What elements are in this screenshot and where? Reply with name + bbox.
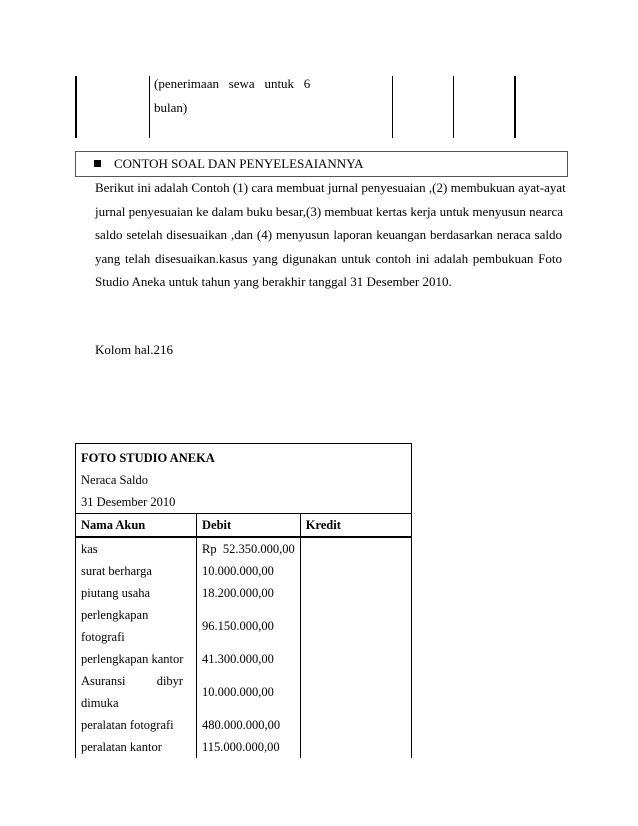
- table-row: [76, 714, 412, 736]
- paragraph-line: yang telah disesuaikan.kasus yang digunakan untuk contoh ini adalah pembukuan Foto: [95, 250, 562, 266]
- table-row: [76, 736, 412, 758]
- account-name-line: peralatan fotografi: [81, 718, 174, 732]
- company-name: FOTO STUDIO ANEKA: [76, 444, 412, 470]
- account-name-line: piutang usaha: [81, 586, 151, 600]
- table-row: [76, 560, 412, 582]
- paragraph-line: jurnal penyesuaian ke dalam buku besar,(3) membuat kertas kerja untuk menyusun nearca: [95, 203, 564, 219]
- account-name: [76, 582, 197, 604]
- account-name-line: peralatan kantor: [81, 740, 162, 754]
- column-header-credit: Kredit: [300, 514, 411, 538]
- credit-value: [300, 648, 411, 670]
- account-name: [76, 648, 197, 670]
- debit-value: 10.000.000,00: [197, 560, 301, 582]
- report-date: 31 Desember 2010: [76, 491, 412, 514]
- table-rule: [149, 76, 150, 138]
- paragraph-line: Berikut ini adalah Contoh (1) cara membuat jurnal penyesuaian ,(2) membukuan ayat-ayat: [95, 180, 566, 195]
- account-name: [76, 714, 197, 736]
- account-name-line: dimuka: [81, 696, 119, 710]
- account-name: [76, 736, 197, 758]
- paragraph-line: saldo setelah disesuaikan ,dan (4) menyusun laporan keuangan berdasarkan neraca saldo: [95, 227, 562, 242]
- credit-value: [300, 670, 411, 714]
- neraca-saldo-table: [75, 443, 412, 758]
- debit-value: 10.000.000,00: [197, 670, 301, 714]
- table-rule: [514, 76, 516, 138]
- section-heading: CONTOH SOAL DAN PENYELESAIANNYA: [114, 156, 364, 171]
- account-name-line: kas: [81, 542, 98, 556]
- table-row: [76, 604, 412, 648]
- credit-value: [300, 560, 411, 582]
- credit-value: [300, 604, 411, 648]
- table-rule: [392, 76, 393, 138]
- fragment-text-line: bulan): [154, 100, 188, 115]
- debit-value: Rp 52.350.000,00: [197, 537, 301, 560]
- account-name-line: perlengkapan: [81, 608, 149, 622]
- debit-value: 18.200.000,00: [197, 582, 301, 604]
- account-name-line: perlengkapan kantor: [81, 652, 184, 666]
- account-name: [76, 560, 197, 582]
- table-row: [76, 582, 412, 604]
- credit-value: [300, 714, 411, 736]
- credit-value: [300, 537, 411, 560]
- debit-value: 96.150.000,00: [197, 604, 301, 648]
- account-name-line: fotografi: [81, 630, 125, 644]
- table-row: [76, 670, 412, 714]
- table-rule: [453, 76, 454, 138]
- square-bullet-icon: [94, 160, 101, 167]
- column-header-account: Nama Akun: [76, 514, 197, 538]
- credit-value: [300, 582, 411, 604]
- credit-value: [300, 736, 411, 758]
- account-name: [76, 537, 197, 560]
- account-name: [76, 670, 197, 714]
- report-title: Neraca Saldo: [76, 469, 412, 491]
- account-name-line: surat berharga: [81, 564, 152, 578]
- account-name: [76, 604, 197, 648]
- page-reference-note: Kolom hal.216: [95, 342, 173, 357]
- paragraph-line: Studio Aneka untuk tahun yang berakhir tanggal 31 Desember 2010.: [95, 274, 452, 289]
- column-header-debit: Debit: [197, 514, 301, 538]
- table-rule: [75, 76, 77, 138]
- account-name-line: Asuransi dibyr: [81, 674, 184, 688]
- fragment-text-line: (penerimaan sewa untuk 6: [154, 76, 311, 91]
- table-row: [76, 648, 412, 670]
- table-row: [76, 537, 412, 560]
- section-heading-box: [75, 151, 568, 177]
- intro-paragraph: [95, 176, 566, 294]
- debit-value: 41.300.000,00: [197, 648, 301, 670]
- debit-value: 115.000.000,00: [197, 736, 301, 758]
- debit-value: 480.000.000,00: [197, 714, 301, 736]
